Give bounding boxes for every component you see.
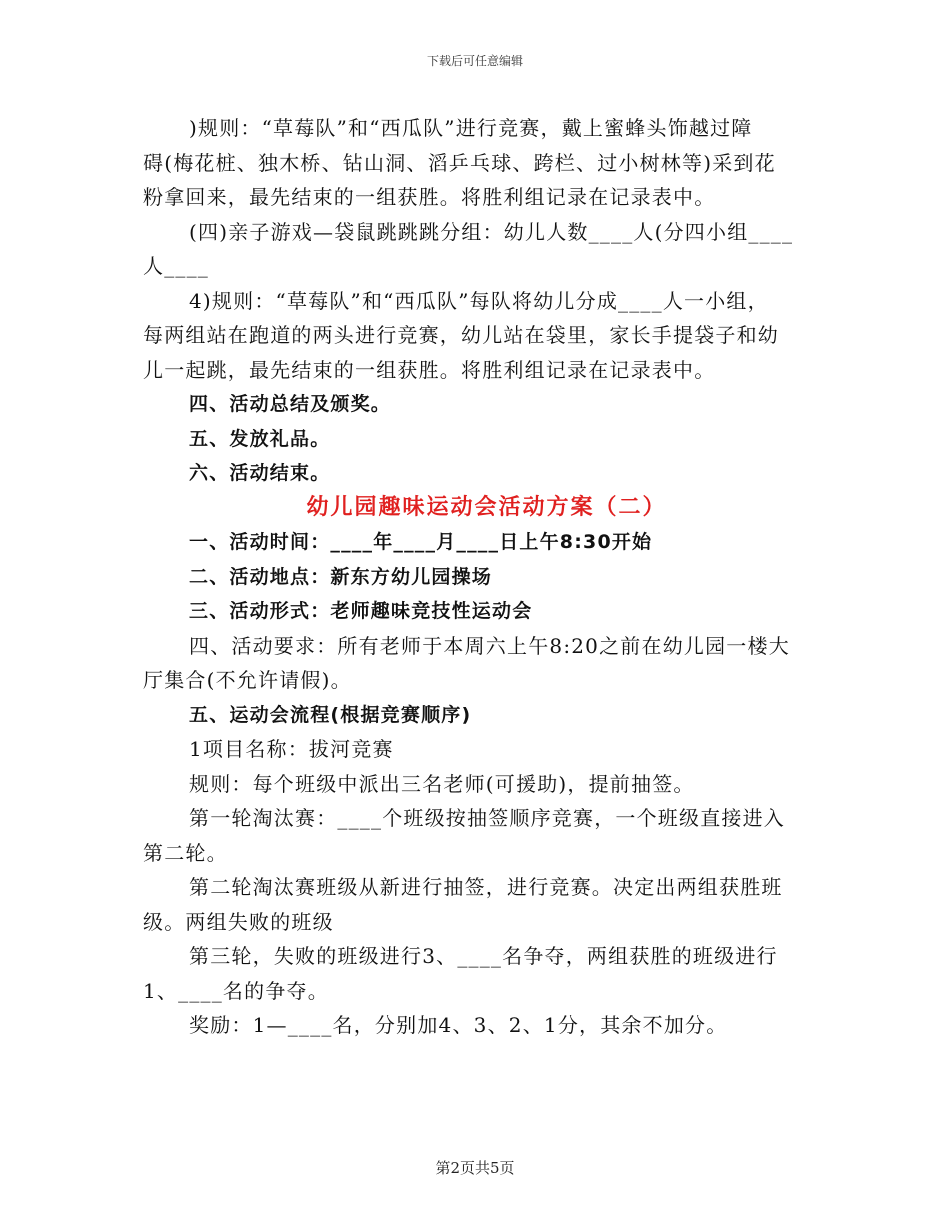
section-heading: 一、活动时间：____年____月____日上午8:30开始 — [189, 531, 653, 553]
page-footer: 第2页共5页 — [435, 1159, 515, 1177]
paragraph-line: 规则：每个班级中派出三名老师(可援助)，提前抽签。 — [189, 771, 695, 796]
paragraph-line: 粉拿回来，最先结束的一组获胜。将胜利组记录在记录表中。 — [143, 185, 716, 209]
paragraph-line: 第三轮，失败的班级进行3、____名争夺，两组获胜的班级进行 — [189, 944, 778, 968]
section-heading: 三、活动形式：老师趣味竞技性运动会 — [189, 600, 533, 622]
paragraph-line: )规则：“草莓队”和“西瓜队”进行竞赛，戴上蜜蜂头饰越过障 — [189, 116, 753, 140]
paragraph-line: 碍(梅花桩、独木桥、钻山洞、滔乒乓球、跨栏、过小树林等)采到花 — [143, 150, 776, 175]
paragraph-line: 4)规则：“草莓队”和“西瓜队”每队将幼儿分成____人一小组， — [189, 288, 769, 313]
paragraph-line: (四)亲子游戏—袋鼠跳跳跳分组：幼儿人数____人(分四小组____ — [189, 219, 794, 244]
paragraph-line: 第二轮淘汰赛班级从新进行抽签，进行竞赛。决定出两组获胜班 — [189, 875, 783, 899]
paragraph-line: 第一轮淘汰赛：____个班级按抽签顺序竞赛，一个班级直接进入 — [189, 806, 785, 830]
paragraph-line: 1、____名的争夺。 — [143, 978, 329, 1003]
section-heading: 四、活动总结及颁奖。 — [189, 393, 392, 415]
section-heading: 六、活动结束。 — [189, 462, 331, 484]
page-header: 下载后可任意编辑 — [426, 54, 523, 68]
section-heading: 五、发放礼品。 — [189, 427, 331, 450]
paragraph-line: 人____ — [143, 254, 209, 278]
paragraph-line: 奖励：1—____名，分别加4、3、2、1分，其余不加分。 — [189, 1013, 728, 1037]
section-heading: 二、活动地点：新东方幼儿园操场 — [189, 565, 493, 588]
section-heading: 五、运动会流程(根据竞赛顺序) — [189, 703, 472, 726]
paragraph-line: 儿一起跳，最先结束的一组获胜。将胜利组记录在记录表中。 — [143, 357, 716, 382]
paragraph-line: 每两组站在跑道的两头进行竞赛，幼儿站在袋里，家长手提袋子和幼 — [143, 323, 779, 347]
document-title: 幼儿园趣味运动会活动方案（二） — [306, 494, 667, 520]
document-body — [143, 111, 808, 1043]
paragraph-line: 厅集合(不允许请假)。 — [143, 668, 352, 692]
paragraph-line: 1项目名称：拔河竞赛 — [189, 737, 394, 761]
paragraph-line: 级。两组失败的班级 — [143, 909, 334, 934]
paragraph-line: 第二轮。 — [143, 840, 228, 865]
paragraph-line: 四、活动要求：所有老师于本周六上午8:20之前在幼儿园一楼大 — [189, 633, 790, 658]
